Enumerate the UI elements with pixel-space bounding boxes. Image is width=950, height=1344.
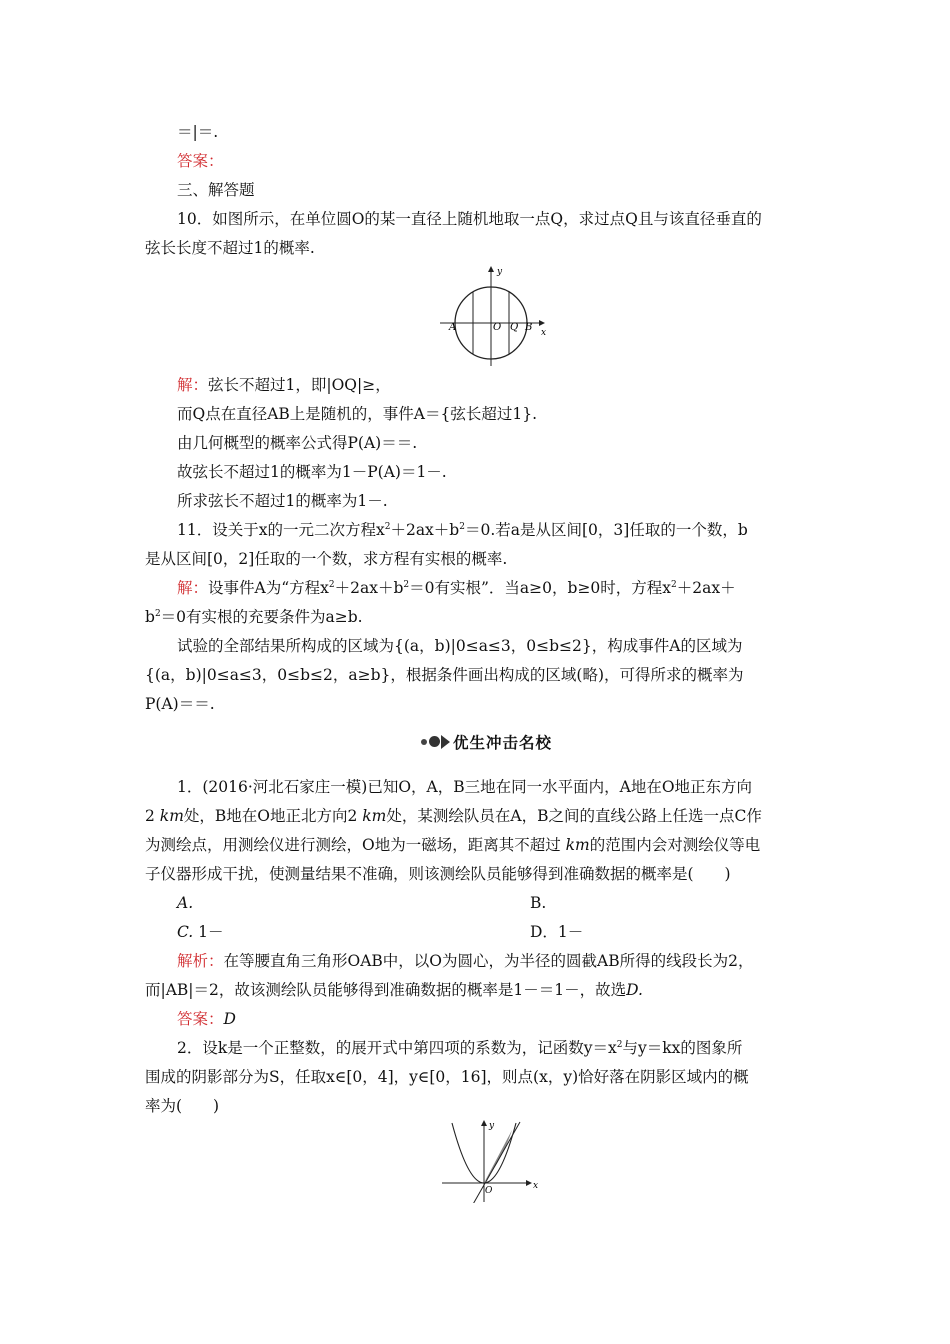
x-label: x bbox=[533, 1181, 539, 1191]
q11-sol2: $b^2=0$有实根的充要条件为a≥b. bbox=[145, 608, 363, 626]
p1-line2: 2 km处，B地在O地正北方向2 km处，某测绘队员在A，B之间的直线公路上任选一点C作 bbox=[145, 807, 762, 825]
p1-sol2: 而|AB|＝2，故该测绘队员能够得到准确数据的概率是1－＝1－，故选D. bbox=[145, 981, 643, 999]
option-c: C. 1－ bbox=[177, 923, 224, 941]
unit-circle-figure bbox=[435, 262, 555, 372]
y-label: y bbox=[489, 1121, 495, 1131]
banner-dot-small bbox=[421, 739, 427, 745]
q10-sol1: 解：弦长不超过1，即|OQ|≥， bbox=[177, 376, 391, 394]
q10-sol3: 由几何概型的概率公式得P(A)＝＝. bbox=[177, 434, 418, 452]
p1-line1: 1．(2016·河北石家庄一模)已知O，A，B三地在同一水平面内，A地在O地正东方向 bbox=[177, 778, 753, 796]
y-axis-arrow bbox=[488, 266, 494, 272]
banner-dot-large bbox=[429, 736, 440, 747]
p1-line3: 为测绘点，用测绘仪进行测绘，O地为一磁场，距离其不超过 km的范围内会对测绘仪等电 bbox=[145, 836, 761, 854]
y-label: y bbox=[497, 267, 503, 277]
point-b-label: B bbox=[525, 322, 533, 333]
q11-line1: 11．设关于x的一元二次方程$x^2+2ax+b^2=0$.若a是从区间[0，3]任取的一个数，b bbox=[177, 521, 748, 539]
q11-sol5: P(A)＝＝. bbox=[145, 695, 215, 713]
q10-sol4: 故弦长不超过1的概率为1－P(A)＝1－. bbox=[177, 463, 447, 481]
option-d: D．1－ bbox=[530, 923, 584, 941]
q11-sol3: 试验的全部结果所构成的区域为{(a，b)|0≤a≤3，0≤b≤2}，构成事件A的区域为 bbox=[177, 637, 743, 655]
point-a-label: A bbox=[449, 322, 457, 333]
banner-arrow-icon bbox=[441, 735, 450, 749]
point-q-label: Q bbox=[510, 322, 519, 333]
q10-line2: 弦长长度不超过1的概率. bbox=[145, 239, 315, 257]
q11-line2: 是从区间[0，2]任取的一个数，求方程有实根的概率. bbox=[145, 550, 508, 568]
p2-line3: 率为( ) bbox=[145, 1097, 220, 1115]
p1-line4: 子仪器形成干扰，使测量结果不准确，则该测绘队员能够得到准确数据的概率是( ) bbox=[145, 865, 731, 883]
formula-fragment: ＝|＝. bbox=[177, 123, 219, 141]
section-heading: 三、解答题 bbox=[177, 181, 255, 199]
q10-line1: 10．如图所示，在单位圆O的某一直径上随机地取一点Q，求过点Q且与该直径垂直的 bbox=[177, 210, 762, 228]
p2-line2: 围成的阴影部分为S，任取x∈[0，4]，y∈[0，16]，则点(x，y)恰好落在阴影区域内的概 bbox=[145, 1068, 749, 1086]
option-b: B. bbox=[530, 894, 547, 912]
shaded-region bbox=[484, 1130, 512, 1183]
q11-sol4: {(a，b)|0≤a≤3，0≤b≤2，a≥b}，根据条件画出构成的区域(略)，可得所求的概率为 bbox=[145, 666, 744, 684]
parabola-figure bbox=[440, 1118, 550, 1203]
p1-answer: 答案：D bbox=[177, 1010, 236, 1028]
x-axis-arrow bbox=[526, 1180, 532, 1186]
x-axis-arrow bbox=[539, 320, 545, 326]
y-axis-arrow bbox=[481, 1120, 487, 1126]
q10-sol5: 所求弦长不超过1的概率为1－. bbox=[177, 492, 388, 510]
point-o-label: O bbox=[493, 322, 502, 333]
section-banner bbox=[421, 731, 557, 753]
banner-title: 优生冲击名校 bbox=[453, 734, 553, 752]
q10-sol2: 而Q点在直径AB上是随机的，事件A＝{弦长超过1}. bbox=[177, 405, 537, 423]
option-a: A. bbox=[177, 894, 194, 912]
p1-sol1: 解析：在等腰直角三角形OAB中，以O为圆心，为半径的圆截AB所得的线段长为2， bbox=[177, 952, 754, 970]
q11-sol1: 解：设事件A为“方程$x^2+2ax+b^2=0$有实根”．当a≥0，b≥0时，方程$x^2+2ax+$ bbox=[177, 579, 736, 597]
origin-label: O bbox=[485, 1186, 493, 1196]
answer-label: 答案： bbox=[177, 152, 224, 170]
x-label: x bbox=[541, 328, 547, 338]
p2-line1: 2．设k是一个正整数，的展开式中第四项的系数为，记函数$y=x^2$与y＝kx的图象所 bbox=[177, 1039, 743, 1057]
